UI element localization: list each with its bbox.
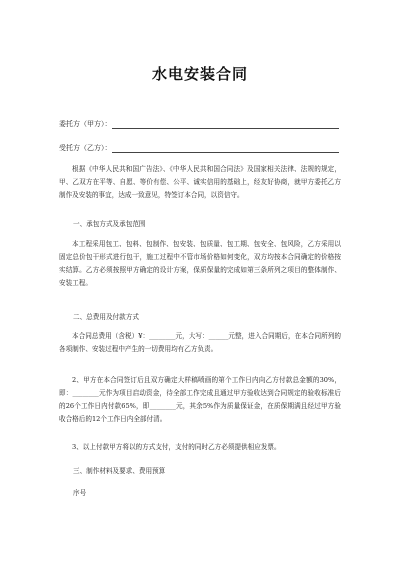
client-label: 委托方（甲方）： [59, 120, 112, 128]
payment-total-paragraph: 本合同总费用（含税）¥：________元，大写：______元整，进入合同期后，在本合同所列的各项制作、安装过程中产生的一切费用均有乙方负责。 [59, 332, 341, 353]
client-blank-line [112, 120, 339, 129]
scope-paragraph: 本工程采用包工、包料、包制作、包安装、包质量、包工期、包安全、包风险，乙方采用以固定总价包干形式进行包干，施工过程中不管市场价格如何变化，双方均按本合同确定的价格按实结算。乙方必须按照甲方确定的设计方案，保质保量的完成如第三条所列之项目的整体制作、安装工程。 [59, 240, 341, 287]
contractor-label: 受托方（乙方）： [59, 144, 112, 152]
section-heading-scope: 一、承包方式及承包范围 [73, 220, 146, 228]
contractor-field [59, 143, 339, 153]
intro-paragraph: 根据《中华人民共和国广告法》、《中华人民共和国合同法》及国家相关法律、法规的规定，甲、乙双方在平等、自愿、等价有偿、公平、诚实信用的基础上，经友好协商，就甲方委托乙方制作及安装的事宜，达成一致意见，特签订本合同，以资信守。 [59, 165, 341, 199]
payment-method-paragraph: 3、以上付款甲方将以的方式支付，支付的同时乙方必须提供相应发票。 [72, 443, 281, 451]
section-heading-payment: 二、总费用及付款方式 [73, 313, 139, 321]
section-heading-materials: 三、制作材料及要求、费用预算 [73, 467, 166, 475]
table-header-index: 序号 [73, 489, 87, 497]
client-field [59, 119, 339, 129]
document-title: 水电安装合同 [151, 65, 248, 83]
contractor-blank-line [112, 144, 339, 153]
payment-schedule-paragraph: 2、甲方在本合同签订后且双方确定大样稿喷画的第个工作日内向乙方付款总金额的30%，即：________元作为项目启动资金，待全部工作完成且通过甲方验收达到合同规定的验收标准后的26个工作日内付款65%，即________元，其余5%作为质量保证金，在质保期满且经过甲方验收合格后的12个工作日内全部付清。 [59, 376, 341, 423]
